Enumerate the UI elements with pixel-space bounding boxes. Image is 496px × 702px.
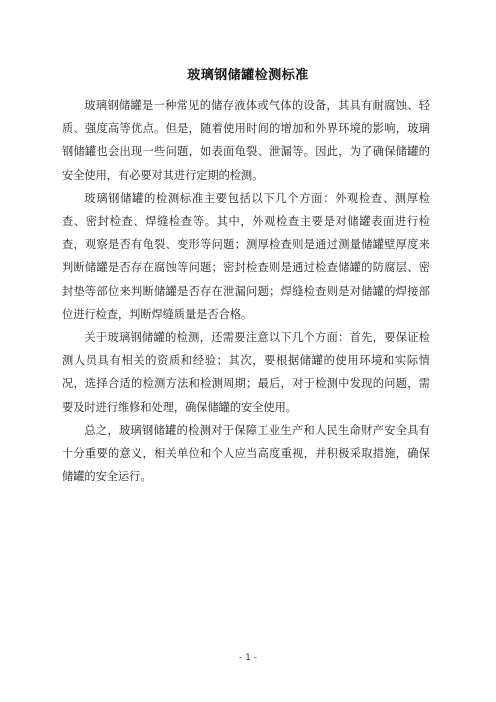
- paragraph-4: 总之，玻璃钢储罐的检测对于保障工业生产和人民生命财产安全具有十分重要的意义，相关单位和个人应当高度重视，并积极采取措施，确保储罐的安全运行。: [62, 423, 430, 484]
- document-title: 玻璃钢储罐检测标准: [187, 68, 309, 83]
- paragraph-3: 关于玻璃钢储罐的检测，还需要注意以下几个方面：首先，要保证检测人员具有相关的资质和经验；其次，要根据储罐的使用环境和实际情况，选择合适的检测方法和检测周期；最后，对于检测中发现的问题，需要及时进行维修和处理，确保储罐的安全使用。: [62, 331, 430, 414]
- page-number: - 1 -: [239, 653, 257, 663]
- document-body: [62, 94, 430, 488]
- paragraph-2: 玻璃钢储罐的检测标准主要包括以下几个方面：外观检查、测厚检查、密封检查、焊缝检查等。其中，外观检查主要是对储罐表面进行检查，观察是否有龟裂、变形等问题；测厚检查则是通过测量储罐壁厚度来判断储罐是否存在腐蚀等问题；密封检查则是通过检查储罐的防腐层、密封垫等部位来判断储罐是否存在泄漏问题；焊缝检查则是对储罐的焊接部位进行检查，判断焊缝质量是否合格。: [62, 191, 430, 321]
- paragraph-1: 玻璃钢储罐是一种常见的储存液体或气体的设备，其具有耐腐蚀、轻质、强度高等优点。但是，随着使用时间的增加和外界环境的影响，玻璃钢储罐也会出现一些问题，如表面龟裂、泄漏等。因此，为了确保储罐的安全使用，有必要对其进行定期的检测。: [62, 99, 430, 182]
